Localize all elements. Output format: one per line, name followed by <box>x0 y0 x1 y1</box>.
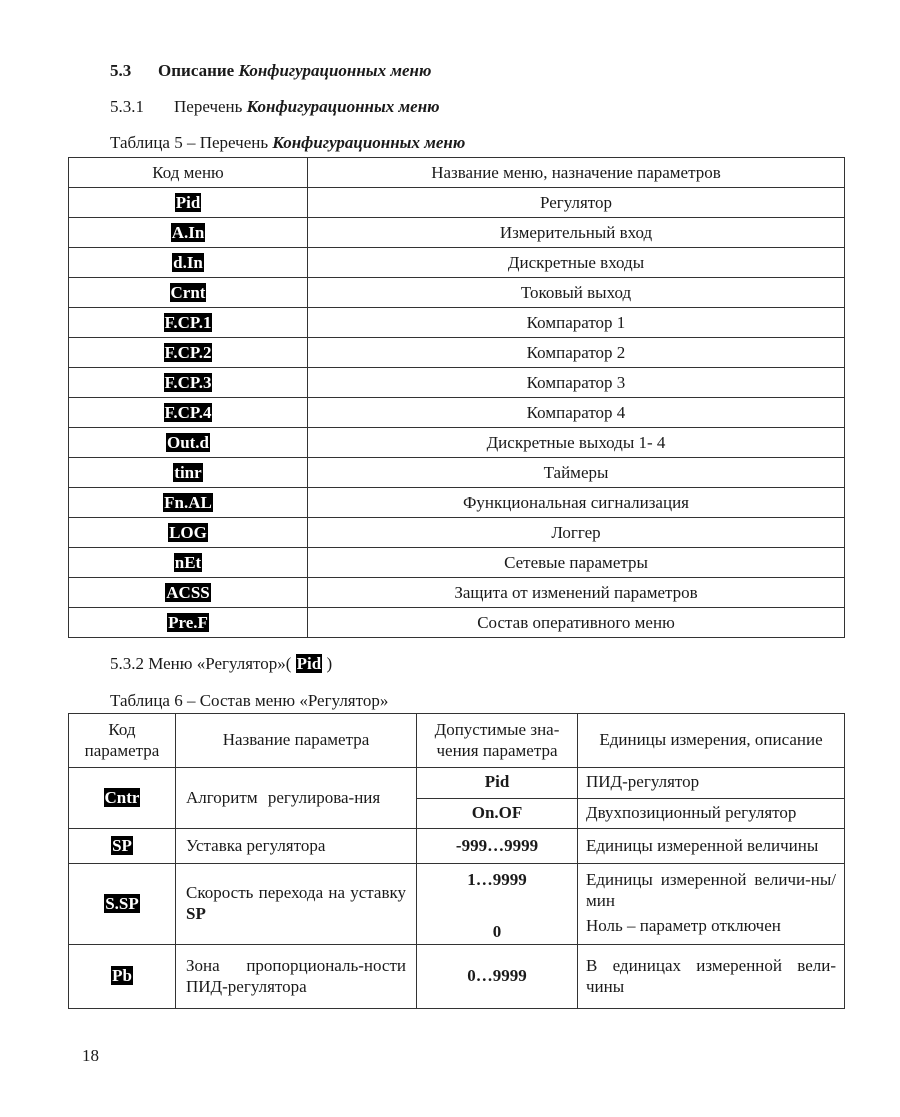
table6-header-row <box>69 714 845 768</box>
menu-name: Логгер <box>308 518 845 548</box>
menu-name: Компаратор 4 <box>308 398 845 428</box>
table-row <box>69 398 845 428</box>
menu-code-cell <box>69 608 308 638</box>
table5-caption <box>110 133 465 153</box>
menu-name: Дискретные выходы 1- 4 <box>308 428 845 458</box>
menu-code-badge: Crnt <box>170 282 206 302</box>
header-menu-name: Название меню, назначение параметров <box>308 158 845 188</box>
param-desc: В единицах измеренной вели-чины <box>578 945 845 1009</box>
menu-code-badge: Out.d <box>166 432 210 452</box>
table-row <box>69 218 845 248</box>
subsection-title-italic: Конфигурационных меню <box>246 97 440 116</box>
menu-code-badge: d.In <box>173 252 203 272</box>
param-name <box>176 864 417 945</box>
menu-code-cell <box>69 518 308 548</box>
menu-name: Регулятор <box>308 188 845 218</box>
table-row <box>69 548 845 578</box>
section-number: 5.3 <box>110 61 132 80</box>
table-row-pb <box>69 945 845 1009</box>
menu-name: Компаратор 1 <box>308 308 845 338</box>
header-param-name <box>176 714 417 768</box>
menu-code-cell <box>69 308 308 338</box>
param-value-cell <box>417 864 578 945</box>
menu-name: Компаратор 2 <box>308 338 845 368</box>
subsection2-suffix: ) <box>326 654 333 673</box>
header-param-code-text: Код параметра <box>84 719 160 760</box>
param-name <box>176 768 417 829</box>
section-title-italic: Конфигурационных меню <box>238 61 432 80</box>
regulator-menu-table <box>68 713 845 1009</box>
table-row <box>69 578 845 608</box>
subsection-title-plain: Перечень <box>174 97 243 116</box>
param-name-text: Алгоритм регулирова-ния <box>186 787 381 807</box>
table-row <box>69 278 845 308</box>
param-name-text: Скорость перехода на уставку <box>186 883 406 903</box>
subsection-heading-2 <box>110 654 332 674</box>
param-value: Pid <box>417 768 578 799</box>
param-desc: ПИД-регулятор <box>578 768 845 799</box>
param-name: Уставка регулятора <box>176 829 417 864</box>
config-menu-table <box>68 157 845 638</box>
header-param-name-text: Название параметра <box>222 730 370 750</box>
param-code-badge: SP <box>112 835 132 855</box>
menu-code-badge: tinr <box>174 462 202 482</box>
menu-code-cell <box>69 578 308 608</box>
menu-name: Таймеры <box>308 458 845 488</box>
menu-code-cell <box>69 488 308 518</box>
param-code-cell <box>69 768 176 829</box>
param-code-cell <box>69 864 176 945</box>
header-param-values <box>417 714 578 768</box>
menu-code-cell <box>69 428 308 458</box>
menu-code-badge: A.In <box>171 222 205 242</box>
param-code-badge: S.SP <box>105 893 139 913</box>
param-desc: Двухпозиционный регулятор <box>578 798 845 829</box>
param-name-bold: SP <box>186 904 206 923</box>
menu-code-badge: F.CP.2 <box>164 342 212 362</box>
menu-name: Компаратор 3 <box>308 368 845 398</box>
table-row <box>69 518 845 548</box>
menu-name: Состав оперативного меню <box>308 608 845 638</box>
menu-code-cell <box>69 338 308 368</box>
menu-code-badge: F.CP.1 <box>164 312 212 332</box>
table-row <box>69 488 845 518</box>
menu-name: Сетевые параметры <box>308 548 845 578</box>
header-param-desc-text: Единицы измерения, описание <box>599 730 823 750</box>
param-desc: Единицы измеренной величи-ны/мин <box>586 870 836 910</box>
subsection-heading-1 <box>110 97 440 117</box>
menu-name: Измерительный вход <box>308 218 845 248</box>
menu-code-badge: F.CP.3 <box>164 372 212 392</box>
param-code-cell <box>69 829 176 864</box>
menu-code-badge: Fn.AL <box>164 492 212 512</box>
param-value: -999…9999 <box>417 829 578 864</box>
menu-name: Функциональная сигнализация <box>308 488 845 518</box>
param-value: 1…9999 <box>467 870 527 889</box>
param-value: On.OF <box>417 798 578 829</box>
page-number: 18 <box>82 1046 99 1065</box>
section-heading <box>110 61 431 81</box>
header-param-desc <box>578 714 845 768</box>
table-row <box>69 458 845 488</box>
param-desc: Ноль – параметр отключен <box>586 916 781 936</box>
table5-header-row <box>69 158 845 188</box>
subsection2-prefix: 5.3.2 Меню «Регулятор»( <box>110 654 292 673</box>
table-row <box>69 428 845 458</box>
table-row-cntr <box>69 768 845 799</box>
menu-name: Защита от изменений параметров <box>308 578 845 608</box>
table5-caption-plain: Таблица 5 – Перечень <box>110 133 269 152</box>
menu-name: Токовый выход <box>308 278 845 308</box>
section-title-plain: Описание <box>158 61 235 80</box>
param-value: 0 <box>492 921 502 941</box>
param-code-badge: Pb <box>112 966 132 986</box>
menu-code-cell <box>69 188 308 218</box>
param-code-badge: Cntr <box>104 787 140 807</box>
param-code-cell <box>69 945 176 1009</box>
menu-code-cell <box>69 248 308 278</box>
menu-code-badge: Pre.F <box>168 612 208 632</box>
table-row <box>69 248 845 278</box>
table-row-sp <box>69 829 845 864</box>
menu-code-badge: Pid <box>175 192 201 212</box>
menu-code-cell <box>69 458 308 488</box>
param-desc-cell <box>578 864 845 945</box>
menu-code-badge: Pid <box>296 654 322 673</box>
table6-caption: Таблица 6 – Состав меню «Регулятор» <box>110 691 389 710</box>
menu-code-cell <box>69 218 308 248</box>
menu-code-cell <box>69 398 308 428</box>
param-name: Зона пропорциональ-ности ПИД-регулятора <box>176 945 417 1009</box>
menu-code-cell <box>69 278 308 308</box>
table5-caption-italic: Конфигурационных меню <box>272 133 466 152</box>
menu-code-badge: LOG <box>169 522 207 542</box>
table-row <box>69 188 845 218</box>
param-desc: Единицы измеренной величины <box>578 829 845 864</box>
menu-code-badge: nEt <box>174 552 202 572</box>
menu-code-badge: ACSS <box>166 582 210 602</box>
param-value: 0…9999 <box>417 945 578 1009</box>
table-row <box>69 608 845 638</box>
table-row <box>69 308 845 338</box>
header-param-code <box>69 714 176 768</box>
table-row <box>69 368 845 398</box>
table-row <box>69 338 845 368</box>
header-param-values-text: Допустимые зна-чения параметра <box>434 719 560 760</box>
menu-name: Дискретные входы <box>308 248 845 278</box>
table-row-ssp <box>69 864 845 945</box>
menu-code-cell <box>69 548 308 578</box>
header-menu-code: Код меню <box>69 158 308 188</box>
menu-code-badge: F.CP.4 <box>164 402 212 422</box>
subsection-number: 5.3.1 <box>110 97 144 116</box>
menu-code-cell <box>69 368 308 398</box>
